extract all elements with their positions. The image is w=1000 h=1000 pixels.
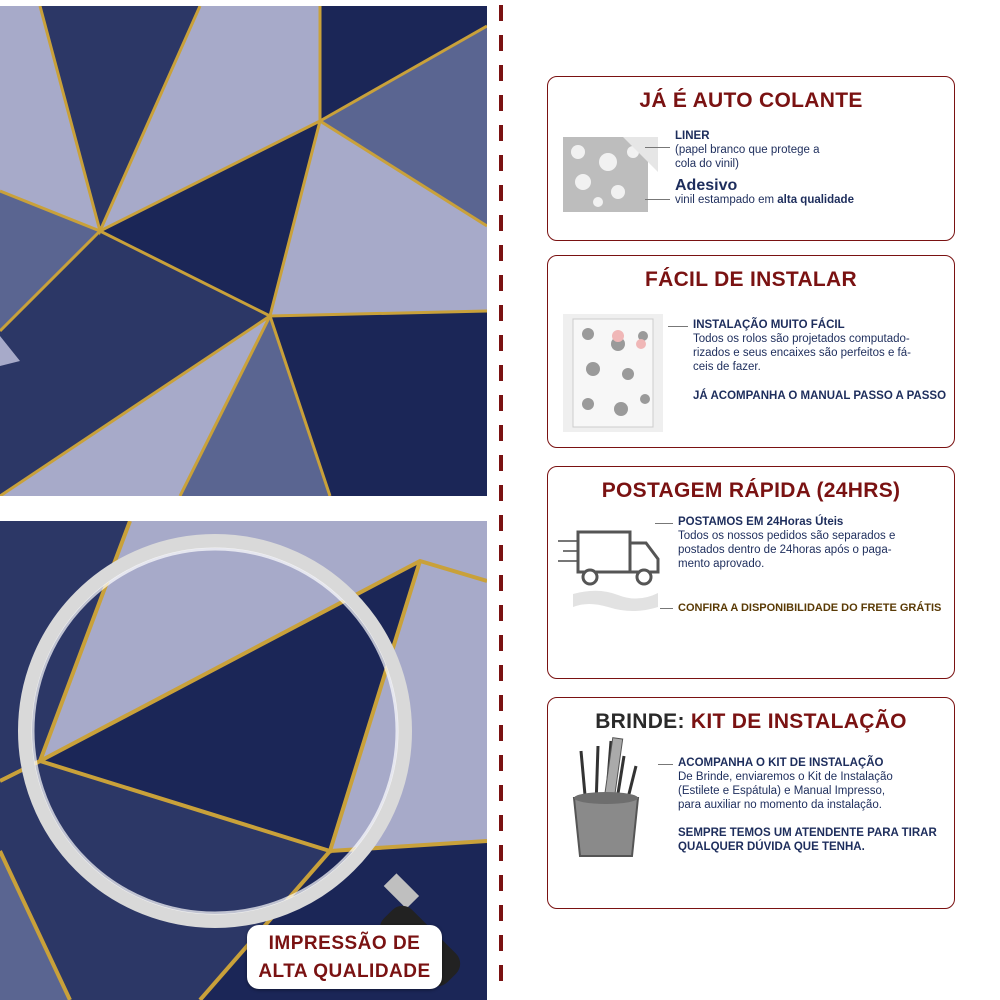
postagem-body-2: postados dentro de 24horas após o paga- <box>678 544 892 556</box>
adesivo-label: Adesivo <box>675 177 738 194</box>
tool-kit-icon <box>556 736 656 861</box>
install-body-3: ceis de fazer. <box>693 361 761 373</box>
quality-badge <box>247 925 442 989</box>
card-postagem <box>547 466 955 679</box>
dashed-divider <box>497 0 505 1000</box>
postagem-heading: POSTAMOS EM 24Horas Úteis <box>678 516 844 528</box>
card-title <box>548 710 954 734</box>
frete-note: CONFIRA A DISPONIBILIDADE DO FRETE GRÁTIS <box>678 602 942 614</box>
install-body-2: rizados e seus encaixes são perfeitos e fá- <box>693 347 911 359</box>
delivery-truck-icon <box>558 529 663 619</box>
brinde-body-2: (Estilete e Espátula) e Manual Impresso, <box>678 785 886 797</box>
liner-label: LINER <box>675 130 710 142</box>
install-heading: INSTALAÇÃO MUITO FÁCIL <box>693 319 845 331</box>
postagem-body-1: Todos os nossos pedidos são separados e <box>678 530 896 542</box>
brinde-body-1: De Brinde, enviaremos o Kit de Instalação <box>678 771 893 783</box>
install-body-1: Todos os rolos são projetados computado- <box>693 333 910 345</box>
brinde-heading: ACOMPANHA O KIT DE INSTALAÇÃO <box>678 757 884 769</box>
card-title: POSTAGEM RÁPIDA (24HRS) <box>601 479 901 502</box>
support-line-2: QUALQUER DÚVIDA QUE TENHA. <box>678 841 865 853</box>
liner-desc-2: cola do vinil) <box>675 158 739 170</box>
vinyl-sheet-icon <box>563 137 658 212</box>
badge-line-1: IMPRESSÃO DE <box>268 933 421 954</box>
card-brinde <box>547 697 955 909</box>
brinde-title-dark: BRINDE: <box>595 710 691 733</box>
card-facil-instalar <box>547 255 955 448</box>
card-title: FÁCIL DE INSTALAR <box>645 268 857 291</box>
badge-line-2: ALTA QUALIDADE <box>258 961 431 982</box>
adesivo-desc: vinil estampado em <box>675 194 778 206</box>
postagem-body-3: mento aprovado. <box>678 558 765 570</box>
support-line-1: SEMPRE TEMOS UM ATENDENTE PARA TIRAR <box>678 827 937 839</box>
liner-desc-1: (papel branco que protege a <box>675 144 820 156</box>
manual-note: JÁ ACOMPANHA O MANUAL PASSO A PASSO <box>693 390 947 402</box>
brinde-title-red: KIT DE INSTALAÇÃO <box>690 710 907 733</box>
card-title: JÁ É AUTO COLANTE <box>639 89 863 112</box>
adesivo-desc-bold: alta qualidade <box>777 194 854 206</box>
card-auto-colante <box>547 76 955 241</box>
brinde-body-3: para auxiliar no momento da instalação. <box>678 799 882 811</box>
wallpaper-pattern-preview <box>0 6 487 496</box>
wallpaper-install-icon <box>563 314 663 432</box>
